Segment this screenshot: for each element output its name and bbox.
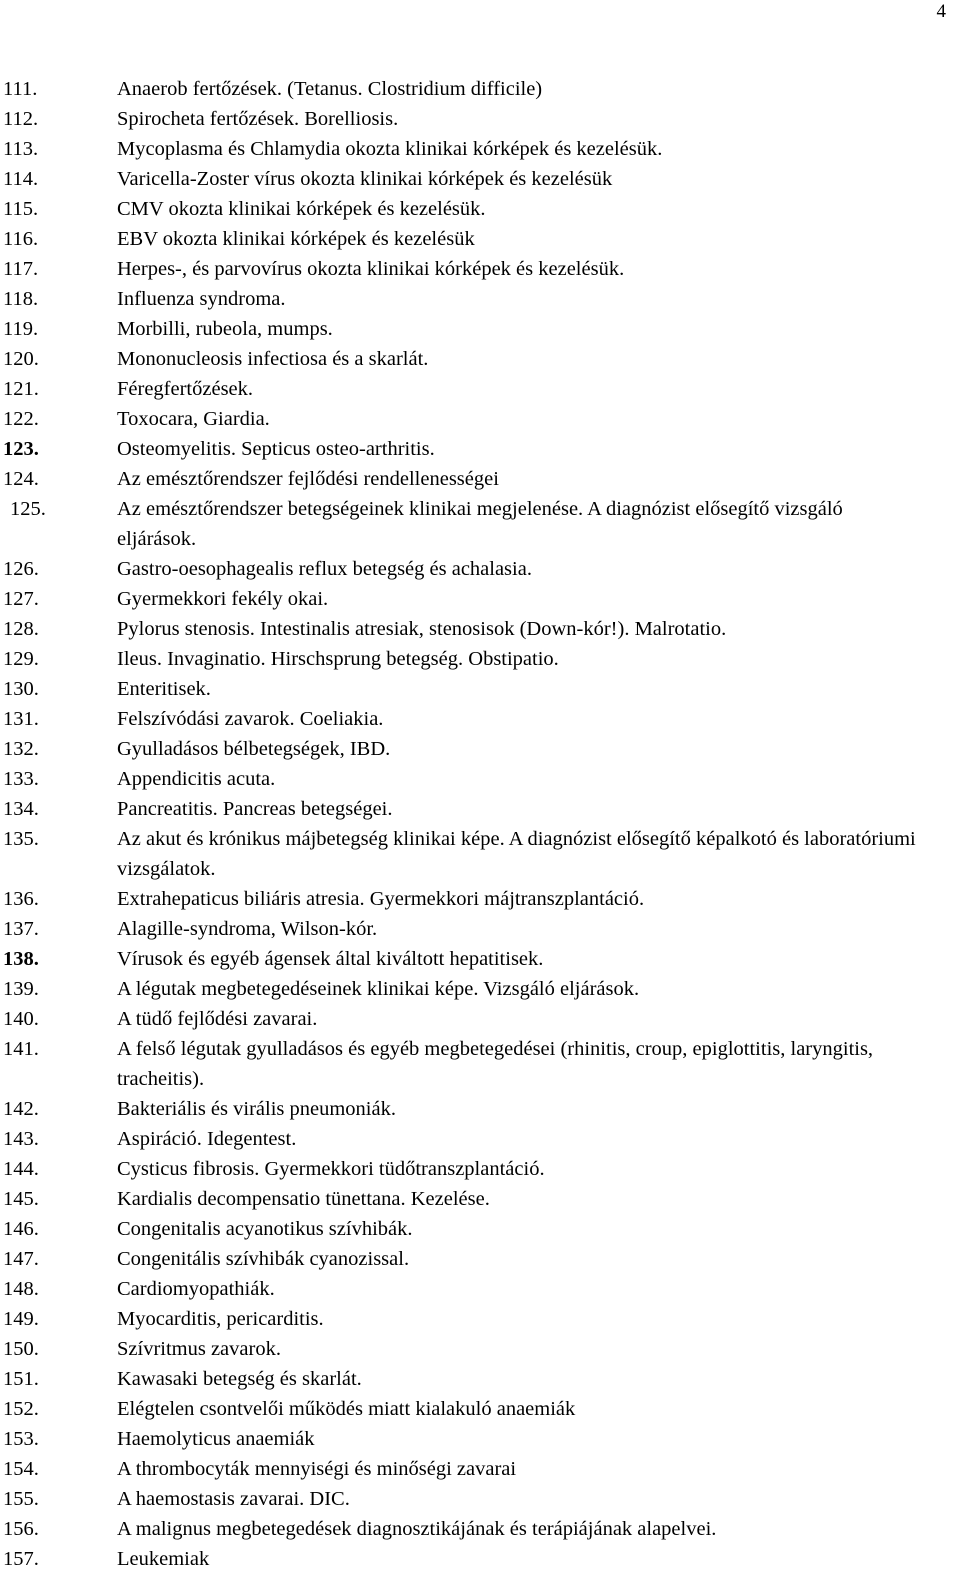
list-item	[0, 1244, 960, 1274]
item-text: Kardialis decompensatio tünettana. Kezelése.	[117, 1188, 490, 1210]
item-text: Appendicitis acuta.	[117, 768, 276, 790]
item-text: Anaerob fertőzések. (Tetanus. Clostridium difficile)	[117, 78, 543, 100]
list-item	[0, 1004, 960, 1034]
item-text: A malignus megbetegedések diagnosztikájának és terápiájának alapelvei.	[117, 1518, 717, 1540]
list-item	[0, 74, 960, 104]
list-item	[0, 554, 960, 584]
item-number: 112.	[3, 108, 39, 130]
item-text: Morbilli, rubeola, mumps.	[117, 318, 333, 340]
item-number: 154.	[3, 1458, 39, 1480]
item-text: Bakteriális és virális pneumoniák.	[117, 1098, 396, 1120]
item-text: Haemolyticus anaemiák	[117, 1428, 315, 1450]
list-item	[0, 884, 960, 914]
item-text: EBV okozta klinikai kórképek és kezelésük	[117, 228, 475, 250]
list-item	[0, 944, 960, 974]
item-number: 130.	[3, 678, 39, 700]
item-text: Felszívódási zavarok. Coeliakia.	[117, 708, 384, 730]
list-item	[0, 1454, 960, 1484]
item-number: 128.	[3, 618, 39, 640]
item-number: 136.	[3, 888, 39, 910]
item-number: 126.	[3, 558, 39, 580]
list-item	[0, 1514, 960, 1544]
list-item	[0, 674, 960, 704]
item-number: 129.	[3, 648, 39, 670]
item-number: 152.	[3, 1398, 39, 1420]
item-number: 153.	[3, 1428, 39, 1450]
item-number: 139.	[3, 978, 39, 1000]
item-number: 123.	[3, 438, 39, 460]
item-number: 140.	[3, 1008, 39, 1030]
item-text: Gyermekkori fekély okai.	[117, 588, 329, 610]
item-number: 127.	[3, 588, 39, 610]
item-text: Myocarditis, pericarditis.	[117, 1308, 324, 1330]
item-text: Az akut és krónikus májbetegség klinikai képe. A diagnózist elősegítő képalkotó és laboratóriumi vizsgálatok.	[117, 828, 916, 880]
list-item	[0, 764, 960, 794]
item-text: Szívritmus zavarok.	[117, 1338, 281, 1360]
item-number: 132.	[3, 738, 39, 760]
item-text: Congenitalis acyanotikus szívhibák.	[117, 1218, 413, 1240]
item-text: A légutak megbetegedéseinek klinikai képe. Vizsgáló eljárások.	[117, 978, 640, 1000]
list-item	[0, 644, 960, 674]
list-item	[0, 974, 960, 1004]
item-text: A haemostasis zavarai. DIC.	[117, 1488, 350, 1510]
list-item	[0, 1214, 960, 1244]
list-item	[0, 1184, 960, 1214]
topic-list	[0, 74, 960, 1574]
list-item	[0, 1304, 960, 1334]
item-text: Varicella-Zoster vírus okozta klinikai kórképek és kezelésük	[117, 168, 613, 190]
item-number: 142.	[3, 1098, 39, 1120]
item-number: 118.	[3, 288, 39, 310]
list-item	[0, 794, 960, 824]
item-number: 121.	[3, 378, 39, 400]
list-item	[0, 1334, 960, 1364]
list-item	[0, 344, 960, 374]
item-text: Ileus. Invaginatio. Hirschsprung betegség. Obstipatio.	[117, 648, 559, 670]
list-item	[0, 824, 960, 884]
list-item	[0, 314, 960, 344]
item-number: 115.	[3, 198, 39, 220]
item-text: Herpes-, és parvovírus okozta klinikai kórképek és kezelésük.	[117, 258, 625, 280]
item-number: 149.	[3, 1308, 39, 1330]
list-item	[0, 464, 960, 494]
list-item	[0, 374, 960, 404]
item-text: Cysticus fibrosis. Gyermekkori tüdőtranszplantáció.	[117, 1158, 545, 1180]
item-number: 147.	[3, 1248, 39, 1270]
item-text: Spirocheta fertőzések. Borelliosis.	[117, 108, 399, 130]
item-number: 141.	[3, 1038, 39, 1060]
list-item	[0, 704, 960, 734]
list-item	[0, 194, 960, 224]
list-item	[0, 284, 960, 314]
item-number: 150.	[3, 1338, 39, 1360]
item-number: 144.	[3, 1158, 39, 1180]
item-number: 122.	[3, 408, 39, 430]
item-text: Mononucleosis infectiosa és a skarlát.	[117, 348, 429, 370]
list-item	[0, 1484, 960, 1514]
item-text: A thrombocyták mennyiségi és minőségi zavarai	[117, 1458, 517, 1480]
list-item	[0, 224, 960, 254]
list-item	[0, 914, 960, 944]
list-item	[0, 254, 960, 284]
item-number: 119.	[3, 318, 39, 340]
item-text: Pylorus stenosis. Intestinalis atresiak, stenosisok (Down-kór!). Malrotatio.	[117, 618, 727, 640]
list-item	[0, 584, 960, 614]
item-text: Vírusok és egyéb ágensek által kiváltott hepatitisek.	[117, 948, 544, 970]
list-item	[0, 1394, 960, 1424]
item-number: 148.	[3, 1278, 39, 1300]
page-number: 4	[936, 1, 946, 22]
item-number: 114.	[3, 168, 39, 190]
item-number: 111.	[3, 78, 38, 100]
item-number: 155.	[3, 1488, 39, 1510]
item-text: Enteritisek.	[117, 678, 211, 700]
item-number: 146.	[3, 1218, 39, 1240]
item-number: 120.	[3, 348, 39, 370]
item-number: 133.	[3, 768, 39, 790]
item-text: Elégtelen csontvelői működés miatt kialakuló anaemiák	[117, 1398, 576, 1420]
list-item	[0, 1364, 960, 1394]
item-number: 138.	[3, 948, 39, 970]
item-text: Gyulladásos bélbetegségek, IBD.	[117, 738, 391, 760]
item-text: Cardiomyopathiák.	[117, 1278, 275, 1300]
list-item	[0, 1094, 960, 1124]
item-number: 125.	[10, 498, 46, 520]
item-text: Congenitális szívhibák cyanozissal.	[117, 1248, 410, 1270]
list-item	[0, 134, 960, 164]
item-text: Az emésztőrendszer betegségeinek klinikai megjelenése. A diagnózist elősegítő vizsgáló eljárások.	[117, 498, 843, 550]
list-item	[0, 1124, 960, 1154]
item-number: 145.	[3, 1188, 39, 1210]
list-item	[0, 434, 960, 464]
list-item	[0, 1274, 960, 1304]
list-item	[0, 494, 960, 554]
item-number: 131.	[3, 708, 39, 730]
list-item	[0, 1424, 960, 1454]
item-text: Leukemiak	[117, 1548, 210, 1570]
item-text: Az emésztőrendszer fejlődési rendellenességei	[117, 468, 499, 490]
item-text: Féregfertőzések.	[117, 378, 254, 400]
list-item	[0, 104, 960, 134]
list-item	[0, 164, 960, 194]
item-text: Aspiráció. Idegentest.	[117, 1128, 297, 1150]
item-text: A felső légutak gyulladásos és egyéb megbetegedései (rhinitis, croup, epiglottitis, laryngitis, tracheitis).	[117, 1038, 874, 1090]
item-number: 124.	[3, 468, 39, 490]
item-text: Osteomyelitis. Septicus osteo-arthritis.	[117, 438, 435, 460]
item-text: Toxocara, Giardia.	[117, 408, 270, 430]
item-text: Alagille-syndroma, Wilson-kór.	[117, 918, 378, 940]
item-number: 134.	[3, 798, 39, 820]
list-item	[0, 614, 960, 644]
item-text: A tüdő fejlődési zavarai.	[117, 1008, 318, 1030]
item-number: 137.	[3, 918, 39, 940]
item-number: 116.	[3, 228, 39, 250]
list-item	[0, 1034, 960, 1094]
list-item	[0, 1544, 960, 1574]
item-number: 151.	[3, 1368, 39, 1390]
item-text: Mycoplasma és Chlamydia okozta klinikai kórképek és kezelésük.	[117, 138, 663, 160]
item-text: Kawasaki betegség és skarlát.	[117, 1368, 362, 1390]
item-number: 156.	[3, 1518, 39, 1540]
item-number: 117.	[3, 258, 39, 280]
list-item	[0, 734, 960, 764]
item-number: 157.	[3, 1548, 39, 1570]
item-text: Gastro-oesophagealis reflux betegség és achalasia.	[117, 558, 532, 580]
list-item	[0, 1154, 960, 1184]
item-text: Extrahepaticus biliáris atresia. Gyermekkori májtranszplantáció.	[117, 888, 645, 910]
item-text: CMV okozta klinikai kórképek és kezelésük.	[117, 198, 486, 220]
item-number: 143.	[3, 1128, 39, 1150]
list-item	[0, 404, 960, 434]
item-text: Pancreatitis. Pancreas betegségei.	[117, 798, 393, 820]
item-text: Influenza syndroma.	[117, 288, 286, 310]
item-number: 135.	[3, 828, 39, 850]
item-number: 113.	[3, 138, 39, 160]
